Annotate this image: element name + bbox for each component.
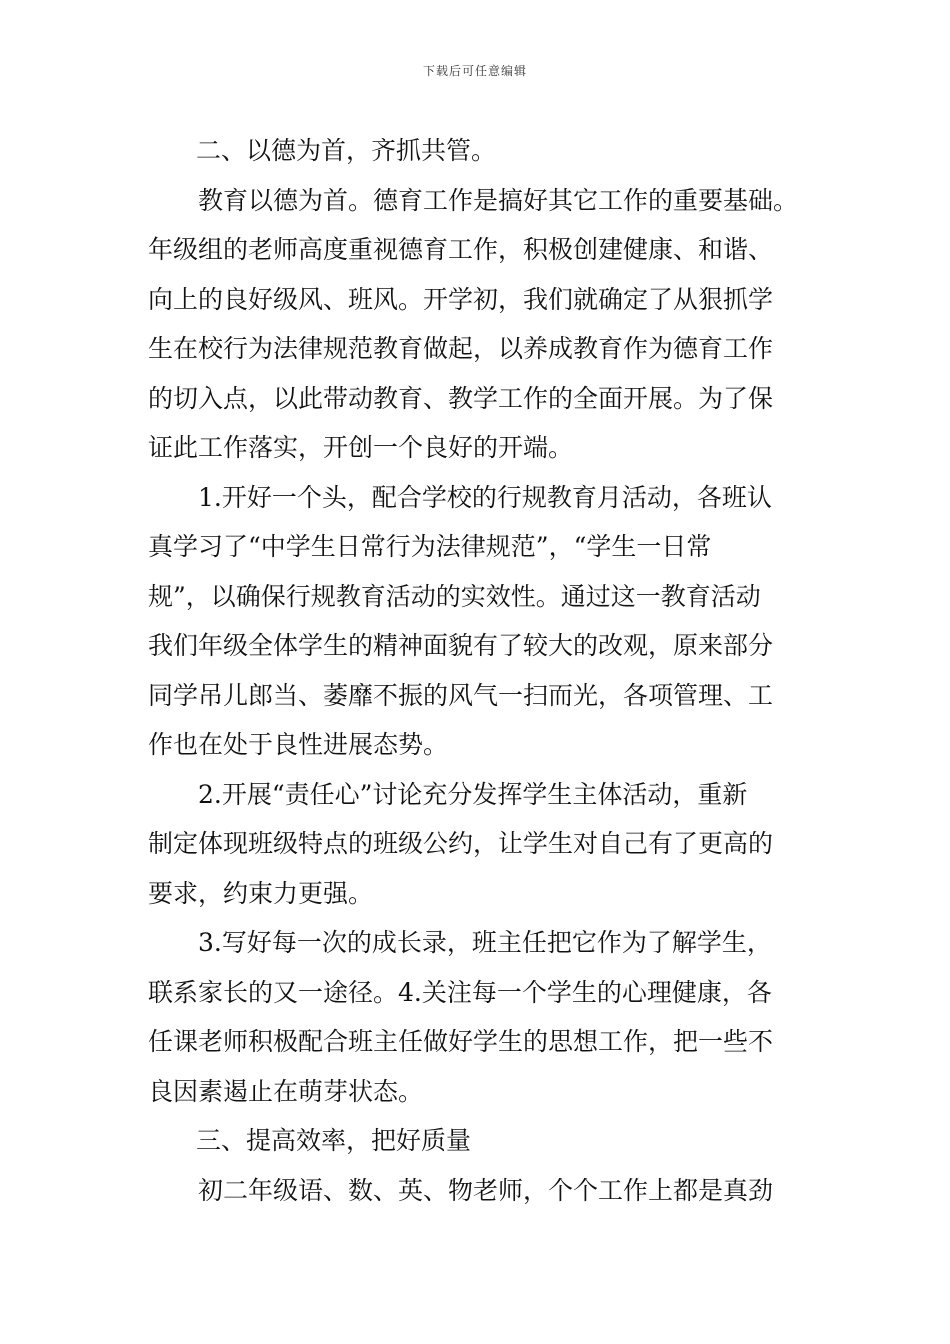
list-item-line: 规”，以确保行规教育活动的实效性。通过这一教育活动 <box>148 581 761 611</box>
list-item-line: 1.开好一个头，配合学校的行规教育月活动，各班认 <box>198 482 772 512</box>
paragraph-line: 初二年级语、数、英、物老师，个个工作上都是真劲 <box>198 1175 774 1205</box>
document-body <box>148 126 828 1215</box>
list-item-line: 良因素遏止在萌芽状态。 <box>148 1076 424 1106</box>
paragraph-line: 向上的良好级风、班风。开学初，我们就确定了从狠抓学 <box>148 284 774 314</box>
paragraph-line: 教育以德为首。德育工作是搞好其它工作的重要基础。 <box>198 185 799 215</box>
section-heading: 二、以德为首，齐抓共管。 <box>196 136 497 165</box>
paragraph-line: 年级组的老师高度重视德育工作，积极创建健康、和谐、 <box>148 235 774 264</box>
list-item-line: 制定体现班级特点的班级公约，让学生对自己有了更高的 <box>148 829 774 858</box>
list-item-line: 3.写好每一次的成长录，班主任把它作为了解学生， <box>198 928 772 957</box>
list-item-line: 要求，约束力更强。 <box>148 878 374 908</box>
list-item-line: 作也在处于良性进展态势。 <box>148 730 449 759</box>
list-item-line: 我们年级全体学生的精神面貌有了较大的改观，原来部分 <box>148 631 774 660</box>
header-note: 下载后可任意编辑 <box>422 64 527 78</box>
list-item-line: 真学习了“中学生日常行为法律规范”，“学生一日常 <box>148 532 712 561</box>
paragraph-line: 生在校行为法律规范教育做起，以养成教育作为德育工作 <box>148 334 774 363</box>
section-heading: 三、提高效率，把好质量 <box>196 1126 472 1155</box>
list-item-line: 任课老师积极配合班主任做好学生的思想工作，把一些不 <box>148 1027 774 1056</box>
list-item-line: 同学吊儿郎当、萎靡不振的风气一扫而光，各项管理、工 <box>148 680 774 710</box>
list-item-line: 联系家长的又一途径。4.关注每一个学生的心理健康，各 <box>148 977 772 1007</box>
paragraph-line: 证此工作落实，开创一个良好的开端。 <box>148 433 574 462</box>
list-item-line: 2.开展“责任心”讨论充分发挥学生主体活动，重新 <box>198 779 748 809</box>
paragraph-line: 的切入点，以此带动教育、教学工作的全面开展。为了保 <box>148 383 774 413</box>
